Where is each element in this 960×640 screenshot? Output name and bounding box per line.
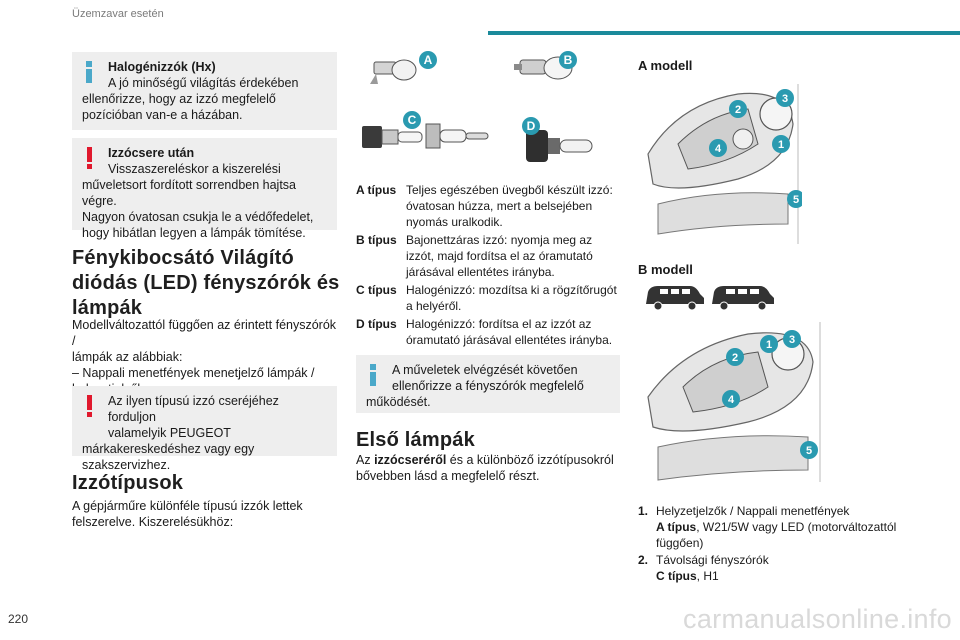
para-line: A gépjárműre különféle típusú izzók lettek [72,499,303,513]
callout-label: 4 [727,394,735,406]
note-line: Visszaszereléskor a kiszerelési [108,162,281,176]
note-line: valamelyik PEUGEOT [108,426,231,440]
page-header-title: Üzemzavar esetén [72,8,164,20]
note-line: ellenőrizze, hogy az izzó megfelelő [82,92,276,106]
callout-label: 1 [765,339,773,351]
lamp-legend [638,503,902,585]
van-long-icon [712,286,774,310]
note-line: Nagyon óvatosan csukja le a védőfedelet, [82,210,314,224]
led-paragraph [72,317,340,397]
model-b-headlamp-illustration [638,322,822,482]
heading-front-lamps: Első lámpák [356,429,475,451]
callout-label: D [526,119,536,133]
para-text: és a különböző izzótípusokról [446,453,614,467]
model-b-title: B modell [638,262,693,277]
bulb-types-paragraph [72,498,340,530]
heading-bulb-types: Izzótípusok [72,472,184,494]
callout-label: C [407,113,417,127]
legend-item [638,503,902,551]
type-desc: Halogénizzó: mozdítsa ki a rögzítőrugót a helyéről. [406,283,617,313]
note-title: Izzócsere után [108,146,195,160]
note-line: A jó minőségű világítás érdekében [108,76,299,90]
callout-label: B [563,53,573,67]
info-note-check-headlamps [356,355,620,413]
model-a-title: A modell [638,58,693,73]
callout-label: 5 [792,194,800,206]
heading-line: diódás (LED) fényszórók és [72,272,340,294]
type-row-b [356,232,621,280]
note-line: szakszervizhez. [82,458,171,472]
legend-number: 1. [638,504,649,518]
para-line: Modellváltozattól függően az érintett fényszórók / [72,318,337,348]
heading-line: Fénykibocsátó Világító [72,247,294,269]
callout-label: 5 [805,445,813,457]
legend-text: Helyzetjelzők / Nappali menetfények A típus, W21/5W vagy LED (motorváltozattól függően) [656,504,897,550]
note-title: Halogénizzók (Hx) [108,60,216,74]
type-label: B típus [356,233,397,247]
legend-item [638,552,902,584]
warning-note-after-replacement [72,138,337,240]
heading-led-headlamps [72,246,340,321]
type-desc: Halogénizzó: fordítsa el az izzót az óramutató járásával ellentétes irányba. [406,317,613,347]
note-line: A műveletek elvégzését követően [392,363,578,377]
page-number: 220 [8,612,29,626]
info-icon [370,364,376,386]
type-label: C típus [356,283,397,297]
van-short-icon [646,286,704,310]
bulb-type-list [356,182,621,350]
note-line: ellenőrizze a fényszórók megfelelő [392,379,584,393]
model-a-headlamp-illustration [638,84,802,244]
type-row-a [356,182,621,230]
info-note-halogen [72,52,337,130]
type-desc: Bajonettzáras izzó: nyomja meg az izzót, majd fordítsa el az óramutató járásával ellentétes irányba. [406,233,593,279]
legend-number: 2. [638,553,649,567]
front-lamps-paragraph [356,452,621,484]
para-line: bővebben lásd a megfelelő részt. [356,469,540,483]
type-label: A típus [356,183,397,197]
bulb-c-image [362,124,488,148]
callout-label: 3 [788,334,796,346]
watermark: carmanualsonline.info [683,604,952,634]
type-label: D típus [356,317,397,331]
type-row-d [356,316,621,348]
info-icon [86,61,92,83]
warning-note-dealer [72,386,337,472]
callout-label: 2 [734,104,742,116]
bulb-a-image [370,60,416,84]
para-bold-text: izzócseréről [374,453,447,467]
note-line: pozícióban van-e a házában. [82,108,243,122]
note-line: Az ilyen típusú izzó cseréjéhez forduljon [108,394,279,424]
type-row-c [356,282,621,314]
para-line: – Nappali menetfények menetjelző lámpák / [72,366,315,380]
callout-label: A [423,53,433,67]
note-line: műveletsort fordított sorrendben hajtsa végre. [82,178,297,208]
para-text: Az [356,453,375,467]
note-line: hogy hibátlan legyen a lámpák tömítése. [82,226,306,240]
warning-icon [87,395,92,417]
callout-label: 4 [714,143,722,155]
callout-label: 3 [781,93,789,105]
legend-text: Távolsági fényszórók C típus, H1 [656,553,769,583]
bulb-d-image [526,130,592,162]
bulb-types-illustration [356,50,621,174]
warning-icon [87,147,92,169]
para-line: felszerelve. Kiszerelésükhöz: [72,515,234,529]
callout-label: 2 [731,352,739,364]
note-line: márkakereskedéshez vagy egy [82,442,255,456]
header-accent-bar [488,31,960,35]
para-line: lámpák az alábbiak: [72,350,183,364]
note-line: működését. [366,395,431,409]
vehicle-silhouettes [644,282,774,312]
type-desc: Teljes egészében üvegből készült izzó: óvatosan húzza, mert a belsejében nyomás uralkodik. [406,183,613,229]
callout-label: 1 [777,139,785,151]
heading-line: lámpák [72,297,143,319]
